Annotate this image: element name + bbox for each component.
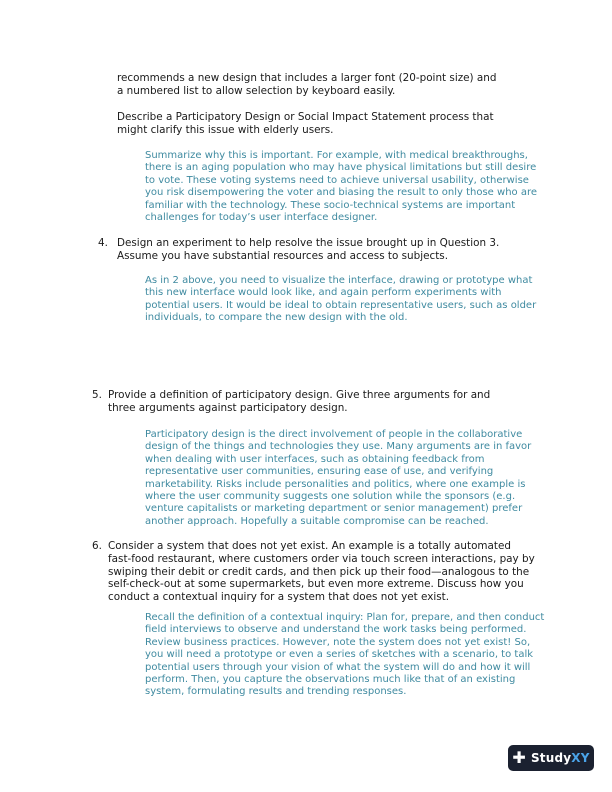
brand-name-xy: XY [571,751,590,765]
question-4-answer: As in 2 above, you need to visualize the interface, drawing or prototype what this new interface would look like, and again perform experiments with potential users. It would be ideal to obtain representative users, such as older individuals, to compare the new design with the old. [145,275,537,324]
question-6-number: 6. [92,540,102,552]
intro-answer: Summarize why this is important. For example, with medical breakthroughs, there is an aging population who may have physical limitations but still desire to vote. These voting systems need to achieve universal usability, otherwise you risk disempowering the voter and biasing the result to only those who are familiar with the technology. These socio-technical systems are important challenges for today’s user interface designer. [145,150,538,224]
question-6-answer: Recall the definition of a contextual inquiry: Plan for, prepare, and then conduct field interviews to observe and understand the work tasks being performed. Review business practices. However, note the system does not yet exist! So, you will need a prototype or even a series of sketches with a scenario, to talk potential users through your vision of what the system will do and how it will perform. Then, you capture the observations much like that of an existing system, formulating results and trending responses. [145,612,545,698]
question-5-text: Provide a definition of participatory design. Give three arguments for and three arguments against participatory design. [108,389,491,414]
intro-continuation: recommends a new design that includes a larger font (20-point size) and a numbered list to allow selection by keyboard easily. [117,72,497,97]
question-6-text: Consider a system that does not yet exist. An example is a totally automated fast-food restaurant, where customers order via touch screen interactions, pay by swiping their debit or credit cards, and then pick up their food—analogous to the self-check-out at some supermarkets, but even more extreme. Discuss how you conduct a contextual inquiry for a system that does not yet exist. [108,540,535,604]
question-4-number: 4. [98,237,108,249]
question-4-text: Design an experiment to help resolve the issue brought up in Question 3. Assume you have substantial resources and access to subjects. [117,237,500,262]
plus-icon: ✚ [512,748,526,767]
brand-name-study: Study [530,751,572,765]
studyxy-badge[interactable] [508,745,594,771]
intro-prompt: Describe a Participatory Design or Social Impact Statement process that might clarify this issue with elderly users. [117,111,494,136]
question-5-number: 5. [92,389,102,401]
question-5-answer: Participatory design is the direct involvement of people in the collaborative design of the things and technologies they use. Many arguments are in favor when dealing with user interfaces, such as obtaining feedback from representative user communities, ensuring ease of use, and verifying marketability. Risks include personalities and politics, where one example is where the user community suggests one solution while the sponsors (e.g. venture capitalists or marketing department or senior management) prefer another approach. Hopefully a suitable compromise can be reached. [145,429,532,527]
